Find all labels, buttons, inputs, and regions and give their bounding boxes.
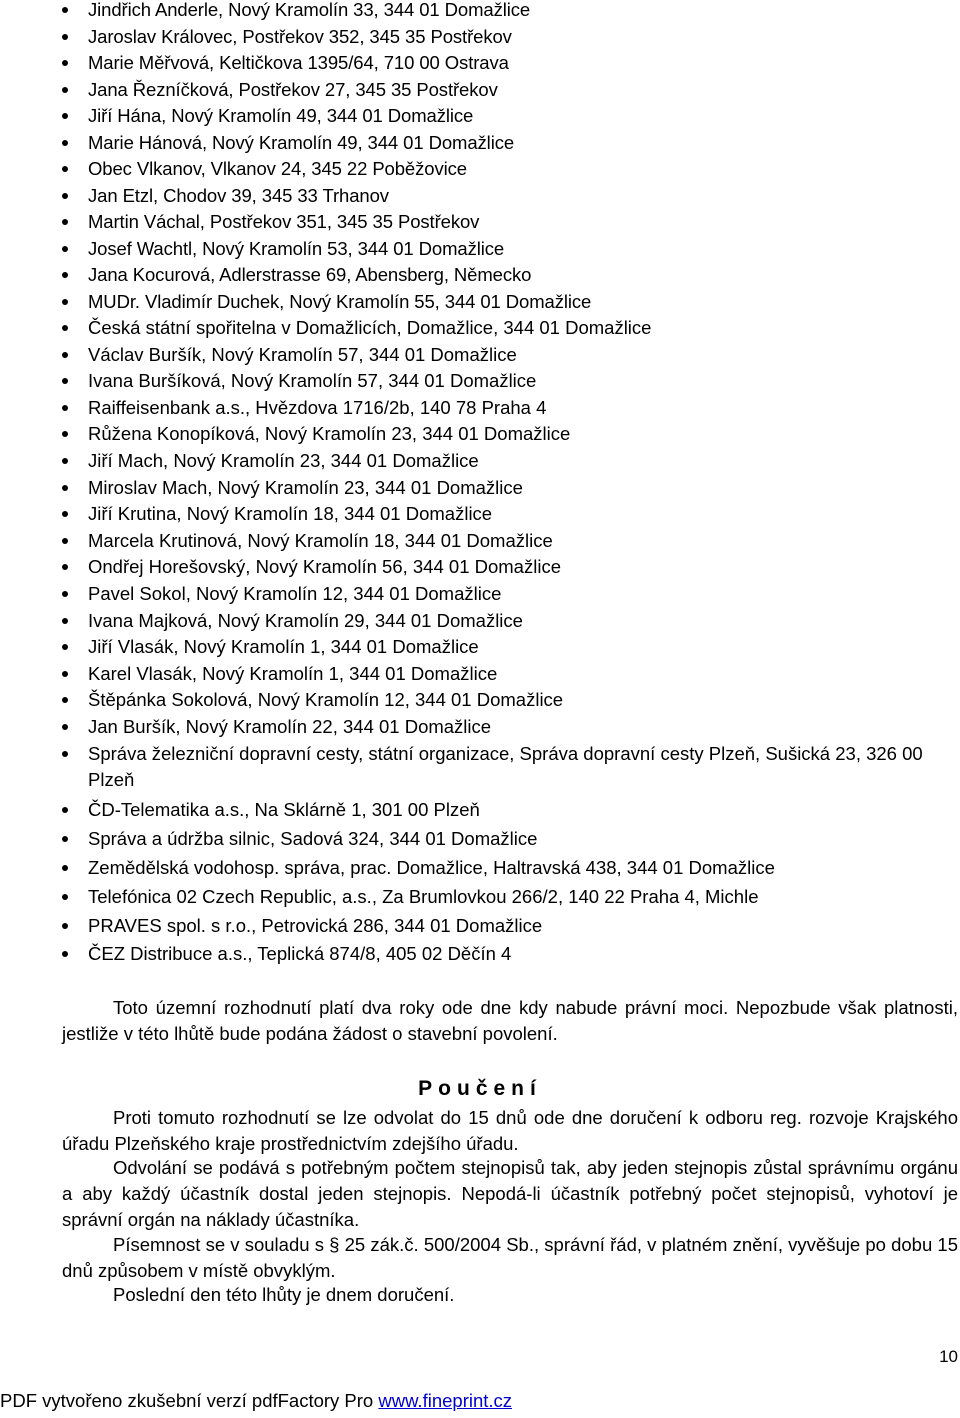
list-item: Jiří Hána, Nový Kramolín 49, 344 01 Domažlice <box>62 103 960 130</box>
list-item: MUDr. Vladimír Duchek, Nový Kramolín 55, 344 01 Domažlice <box>62 289 960 316</box>
instruction-text: Odvolání se podává s potřebným počtem stejnopisů tak, aby jeden stejnopis zůstal správnímu orgánu a aby každý účastník dostal jeden stejnopis. Nepodá-li účastník potřebný počet stejnopisů, vyhotoví je správní orgán na náklady účastníka. <box>62 1157 958 1230</box>
list-item: Ivana Buršíková, Nový Kramolín 57, 344 01 Domažlice <box>62 368 960 395</box>
list-item: Jiří Mach, Nový Kramolín 23, 344 01 Domažlice <box>62 448 960 475</box>
list-item: Správa a údržba silnic, Sadová 324, 344 01 Domažlice <box>62 826 960 853</box>
instruction-text: Poslední den této lhůty je dnem doručení. <box>113 1284 455 1305</box>
list-item: Zemědělská vodohosp. správa, prac. Domažlice, Haltravská 438, 344 01 Domažlice <box>62 855 960 882</box>
list-item: Obec Vlkanov, Vlkanov 24, 345 22 Poběžovice <box>62 156 960 183</box>
list-item: PRAVES spol. s r.o., Petrovická 286, 344 01 Domažlice <box>62 913 960 940</box>
page-number: 10 <box>939 1347 958 1366</box>
list-item: Ondřej Horešovský, Nový Kramolín 56, 344 01 Domažlice <box>62 554 960 581</box>
instruction-paragraph <box>62 1155 958 1233</box>
instruction-paragraph <box>62 1105 958 1157</box>
list-item: Jiří Krutina, Nový Kramolín 18, 344 01 Domažlice <box>62 501 960 528</box>
list-item: Jana Kocurová, Adlerstrasse 69, Abensberg, Německo <box>62 262 960 289</box>
validity-text: Toto územní rozhodnutí platí dva roky ode dne kdy nabude právní moci. Nepozbude však platnosti, jestliže v této lhůtě bude podána žádost o stavební povolení. <box>62 997 958 1044</box>
list-item: Martin Váchal, Postřekov 351, 345 35 Postřekov <box>62 209 960 236</box>
instruction-text: Proti tomuto rozhodnutí se lze odvolat do 15 dnů ode dne doručení k odboru reg. rozvoje Krajského úřadu Plzeňského kraje prostřednictvím zdejšího úřadu. <box>62 1107 958 1154</box>
list-item: Josef Wachtl, Nový Kramolín 53, 344 01 Domažlice <box>62 236 960 263</box>
list-item: Jiří Vlasák, Nový Kramolín 1, 344 01 Domažlice <box>62 634 960 661</box>
instruction-paragraph <box>62 1282 958 1308</box>
list-item: ČD-Telematika a.s., Na Sklárně 1, 301 00 Plzeň <box>62 797 960 824</box>
list-item: Štěpánka Sokolová, Nový Kramolín 12, 344 01 Domažlice <box>62 687 960 714</box>
list-item: Růžena Konopíková, Nový Kramolín 23, 344 01 Domažlice <box>62 421 960 448</box>
list-item: Telefónica 02 Czech Republic, a.s., Za Brumlovkou 266/2, 140 22 Praha 4, Michle <box>62 884 960 911</box>
list-item: Marcela Krutinová, Nový Kramolín 18, 344 01 Domažlice <box>62 528 960 555</box>
list-item: Marie Hánová, Nový Kramolín 49, 344 01 Domažlice <box>62 130 960 157</box>
list-item: Jindřich Anderle, Nový Kramolín 33, 344 01 Domažlice <box>62 0 960 24</box>
list-item: Ivana Majková, Nový Kramolín 29, 344 01 Domažlice <box>62 608 960 635</box>
list-item: Karel Vlasák, Nový Kramolín 1, 344 01 Domažlice <box>62 661 960 688</box>
list-item: Pavel Sokol, Nový Kramolín 12, 344 01 Domažlice <box>62 581 960 608</box>
footer-link[interactable]: www.fineprint.cz <box>378 1390 513 1411</box>
list-item: Václav Buršík, Nový Kramolín 57, 344 01 Domažlice <box>62 342 960 369</box>
list-item: Jana Řezníčková, Postřekov 27, 345 35 Postřekov <box>62 77 960 104</box>
instruction-text: Písemnost se v souladu s § 25 zák.č. 500/2004 Sb., správní řád, v platném znění, vyvěšuje po dobu 15 dnů způsobem v místě obvyklým. <box>62 1234 958 1281</box>
pdf-footer <box>0 1390 512 1412</box>
list-item: Marie Měřvová, Keltičkova 1395/64, 710 00 Ostrava <box>62 50 960 77</box>
list-item: Miroslav Mach, Nový Kramolín 23, 344 01 Domažlice <box>62 475 960 502</box>
list-item: Jan Etzl, Chodov 39, 345 33 Trhanov <box>62 183 960 210</box>
instruction-heading: Poučení <box>418 1077 542 1100</box>
list-item: Raiffeisenbank a.s., Hvězdova 1716/2b, 140 78 Praha 4 <box>62 395 960 422</box>
list-item: Jan Buršík, Nový Kramolín 22, 344 01 Domažlice <box>62 714 960 741</box>
list-item: ČEZ Distribuce a.s., Teplická 874/8, 405 02 Děčín 4 <box>62 941 960 968</box>
instruction-paragraph <box>62 1232 958 1284</box>
list-item: Česká státní spořitelna v Domažlicích, Domažlice, 344 01 Domažlice <box>62 315 960 342</box>
footer-text: PDF vytvořeno zkušební verzí pdfFactory Pro <box>0 1390 379 1411</box>
list-item: Jaroslav Královec, Postřekov 352, 345 35 Postřekov <box>62 24 960 51</box>
list-item: Správa železniční dopravní cesty, státní organizace, Správa dopravní cesty Plzeň, Sušická 23, 326 00 Plzeň <box>62 741 960 793</box>
validity-paragraph <box>62 995 958 1047</box>
